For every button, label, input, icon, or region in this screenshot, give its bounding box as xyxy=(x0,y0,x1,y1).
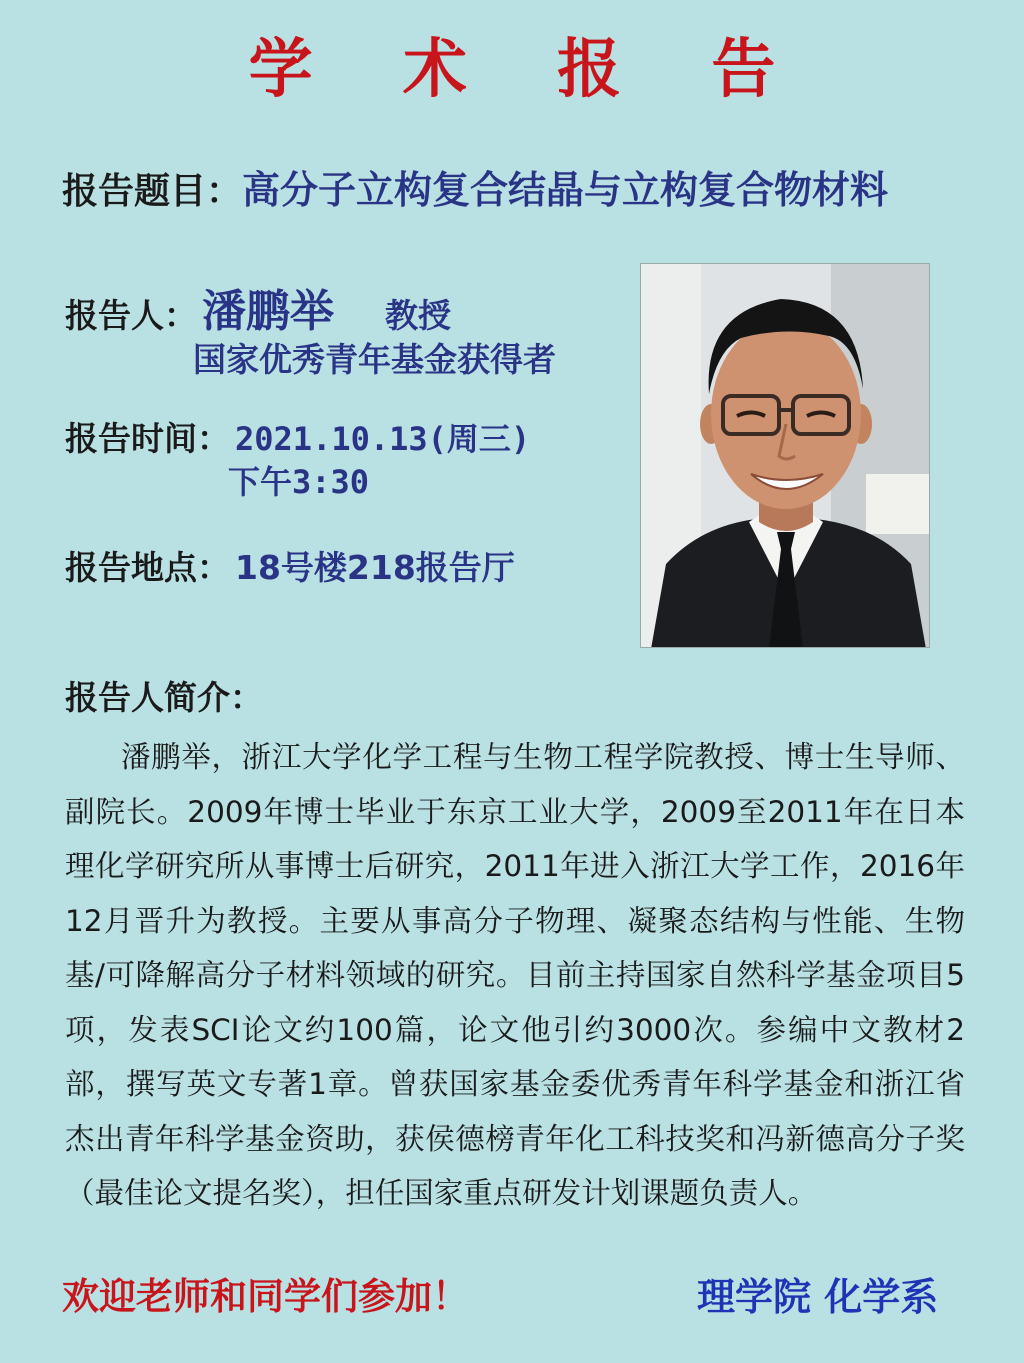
time-clock: 下午3:30 xyxy=(228,463,370,501)
place-value: 18号楼218报告厅 xyxy=(235,548,515,587)
bio-label: 报告人简介： xyxy=(65,678,263,717)
speaker-title: 教授 xyxy=(385,296,451,335)
topic-row xyxy=(62,168,888,214)
speaker-honor: 国家优秀青年基金获得者 xyxy=(193,340,556,379)
poster-title: 学 术 报 告 xyxy=(248,33,810,107)
bio-text: 潘鹏举，浙江大学化学工程与生物工程学院教授、博士生导师、副院长。2009年博士毕业于东京工业大学，2009至2011年在日本理化学研究所从事博士后研究，2011年进入浙江大学工作，2016年12月晋升为教授。主要从事高分子物理、凝聚态结构与性能、生物基/可降解高分子材料领域的研究。目前主持国家自然科学基金项目5项，发表SCI论文约100篇，论文他引约3000次。参编中文教材2部，撰写英文专著1章。曾获国家基金委优秀青年科学基金和浙江省杰出青年科学基金资助，获侯德榜青年化工科技奖和冯新德高分子奖（最佳论文提名奖），担任国家重点研发计划课题负责人。 xyxy=(65,740,965,1210)
topic-label: 报告题目： xyxy=(62,171,243,212)
speaker-photo xyxy=(640,263,930,648)
speaker-name: 潘鹏举 xyxy=(202,286,334,337)
place-label: 报告地点： xyxy=(65,548,230,587)
time-date: 2021.10.13(周三) xyxy=(235,420,531,458)
speaker-label: 报告人： xyxy=(65,296,197,335)
topic-value: 高分子立构复合结晶与立构复合物材料 xyxy=(242,168,889,212)
footer-department: 理学院 化学系 xyxy=(697,1275,939,1319)
time-label: 报告时间： xyxy=(65,419,230,458)
footer-welcome: 欢迎老师和同学们参加！ xyxy=(62,1275,469,1318)
